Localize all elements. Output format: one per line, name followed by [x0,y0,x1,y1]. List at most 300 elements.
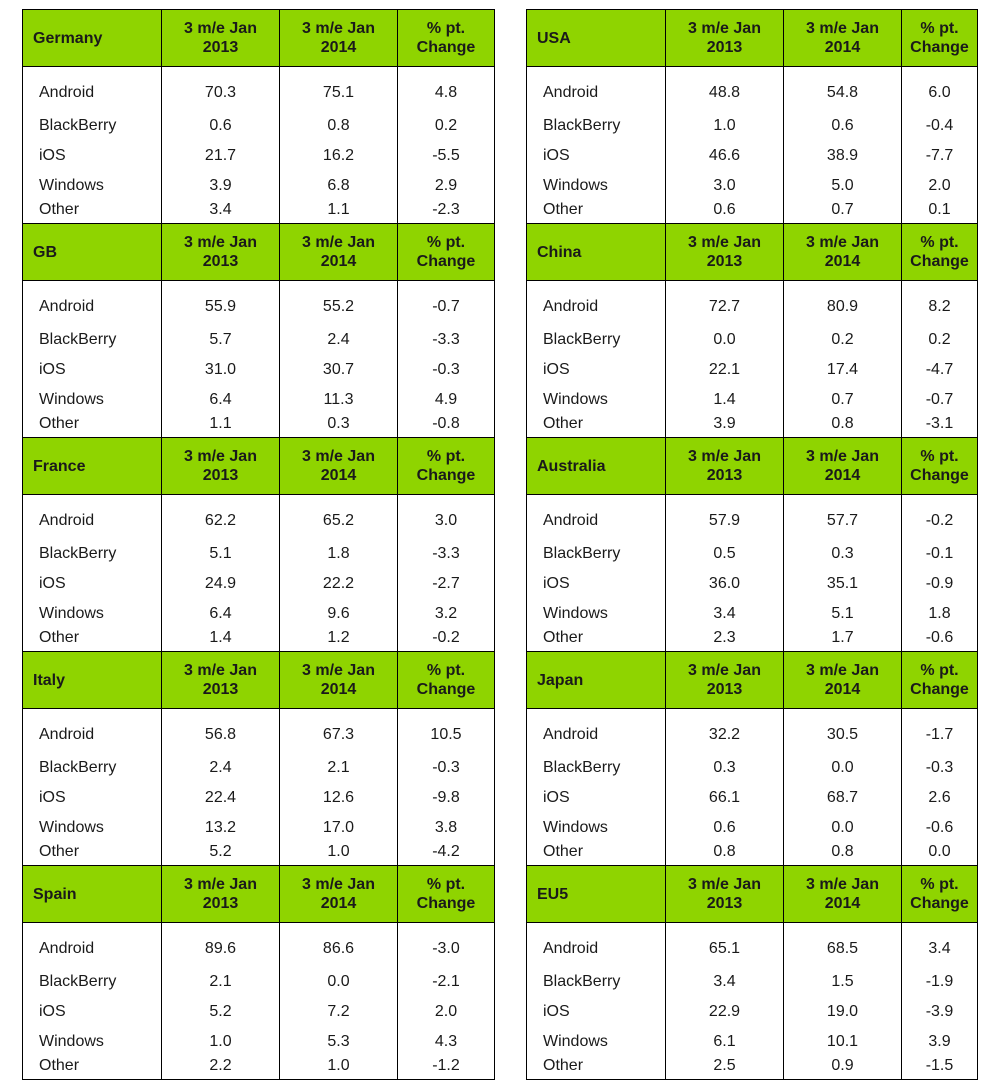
table-row [23,67,495,112]
column-header-line: Change [416,895,476,912]
column-header-line: 3 m/e Jan [688,876,761,893]
value-2013: 56.8 [162,709,280,754]
value-change: -5.5 [432,147,460,164]
platform-label: Windows [527,599,666,629]
column-header-change [902,652,978,709]
header-row-china [527,224,978,281]
platform-label: Other [527,843,666,866]
header-row-spain [23,866,495,923]
value-2013: 2.5 [666,1057,784,1080]
platform-label: Android [527,709,666,754]
table-row [527,753,978,783]
value-2014: 0.0 [784,753,902,783]
table-row [527,813,978,843]
value-change: 3.2 [434,605,458,622]
column-header-line: 2014 [824,681,861,698]
value-change: -0.2 [432,629,460,646]
value-2014: 0.9 [784,1057,902,1080]
table-row [527,281,978,326]
table-row [527,539,978,569]
value-change: 1.8 [928,605,951,622]
value-2013: 1.0 [162,1027,280,1057]
column-header-2014 [784,866,902,923]
value-2013: 89.6 [162,923,280,968]
platform-label: Windows [527,171,666,201]
value-change: -9.8 [432,789,460,806]
platform-label: iOS [23,997,162,1027]
column-header-2014 [784,438,902,495]
column-header-2014 [280,224,398,281]
table-row [527,923,978,968]
column-header-line: 3 m/e Jan [184,876,257,893]
region-name: EU5 [527,866,666,923]
column-header-change [398,10,495,67]
value-2013: 3.9 [666,415,784,438]
column-header-line: 2013 [202,681,239,698]
value-2013: 46.6 [666,141,784,171]
table-row [527,111,978,141]
table-row [527,385,978,415]
value-2014: 6.8 [280,171,398,201]
value-change: -3.3 [432,331,460,348]
value-2013: 2.2 [162,1057,280,1080]
value-2013: 5.7 [162,325,280,355]
column-header-change [902,438,978,495]
value-change: -0.6 [925,819,954,836]
value-2013: 32.2 [666,709,784,754]
value-2013: 62.2 [162,495,280,540]
column-header-change [902,224,978,281]
table-row [23,843,495,866]
value-2014: 1.1 [280,201,398,224]
platform-label: Windows [527,813,666,843]
value-2014: 55.2 [280,281,398,326]
value-2014: 0.0 [280,967,398,997]
region-name: Germany [23,10,162,67]
platform-label: Windows [23,385,162,415]
region-name: GB [23,224,162,281]
platform-label: Windows [23,599,162,629]
value-2014: 0.6 [784,111,902,141]
platform-label: Windows [23,813,162,843]
platform-label: Windows [23,171,162,201]
column-header-line: Change [416,39,476,56]
value-2014: 16.2 [280,141,398,171]
column-header-2014 [784,224,902,281]
column-header-line: Change [910,467,969,484]
value-change: -1.9 [925,973,954,990]
table-row [527,709,978,754]
platform-label: BlackBerry [527,967,666,997]
column-header-line: 3 m/e Jan [184,662,257,679]
value-2013: 21.7 [162,141,280,171]
column-header-line: Change [910,253,969,270]
column-header-line: 3 m/e Jan [184,448,257,465]
column-header-line: % pt. [426,234,466,251]
column-header-line: 2014 [320,467,357,484]
platform-label: Windows [527,1027,666,1057]
value-2013: 2.4 [162,753,280,783]
platform-label: BlackBerry [23,753,162,783]
value-2013: 1.4 [666,385,784,415]
column-header-2014 [280,866,398,923]
platform-label: Android [527,923,666,968]
table-row [527,843,978,866]
value-2014: 67.3 [280,709,398,754]
table-row [23,753,495,783]
value-2014: 86.6 [280,923,398,968]
value-2013: 48.8 [666,67,784,112]
value-2013: 1.4 [162,629,280,652]
value-change: -0.3 [432,759,460,776]
value-2014: 0.3 [280,415,398,438]
platform-label: BlackBerry [23,111,162,141]
value-2014: 57.7 [784,495,902,540]
value-change: 2.0 [434,1003,458,1020]
platform-label: iOS [527,141,666,171]
platform-label: Android [527,495,666,540]
table-row [527,201,978,224]
column-header-line: 3 m/e Jan [806,448,879,465]
value-2013: 22.9 [666,997,784,1027]
value-2013: 24.9 [162,569,280,599]
table-row [527,1027,978,1057]
column-header-line: 2014 [320,253,357,270]
region-name: China [527,224,666,281]
platform-label: iOS [527,997,666,1027]
platform-label: BlackBerry [527,539,666,569]
column-header-line: 3 m/e Jan [688,662,761,679]
region-name: Italy [23,652,162,709]
column-header-2014 [280,438,398,495]
column-header-line: 3 m/e Jan [302,448,375,465]
platform-label: Other [23,629,162,652]
header-row-usa [527,10,978,67]
platform-label: Other [527,201,666,224]
column-header-2013 [162,10,280,67]
value-2013: 3.4 [666,967,784,997]
column-header-2014 [280,652,398,709]
column-header-line: 2013 [706,39,743,56]
value-2014: 1.5 [784,967,902,997]
column-header-change [398,438,495,495]
column-header-line: 2013 [202,39,239,56]
value-2013: 3.9 [162,171,280,201]
value-2014: 1.0 [280,843,398,866]
column-header-change [398,652,495,709]
value-2013: 55.9 [162,281,280,326]
column-header-line: Change [416,681,476,698]
platform-label: iOS [527,569,666,599]
value-2013: 6.4 [162,385,280,415]
column-header-line: 3 m/e Jan [688,234,761,251]
value-2014: 30.5 [784,709,902,754]
value-2013: 0.6 [666,201,784,224]
column-header-line: 2014 [824,253,861,270]
column-header-line: 3 m/e Jan [806,662,879,679]
value-2014: 1.2 [280,629,398,652]
value-change: 2.9 [434,177,458,194]
value-change: 10.5 [430,726,462,743]
value-change: -3.0 [432,940,460,957]
column-header-2013 [666,438,784,495]
platform-label: Other [527,415,666,438]
column-header-change [398,866,495,923]
value-2014: 5.3 [280,1027,398,1057]
column-header-change [902,866,978,923]
column-header-2014 [784,652,902,709]
header-row-germany [23,10,495,67]
market-share-table-left [22,9,495,1080]
column-header-line: 3 m/e Jan [806,234,879,251]
value-change: 0.1 [928,201,951,218]
column-header-line: 3 m/e Jan [688,448,761,465]
column-header-line: 3 m/e Jan [302,876,375,893]
column-header-2013 [666,652,784,709]
value-2013: 6.1 [666,1027,784,1057]
value-change: -0.6 [925,629,954,646]
platform-label: Other [23,1057,162,1080]
column-header-line: 2013 [706,681,743,698]
table-row [23,599,495,629]
value-change: -0.1 [925,545,954,562]
table-row [23,171,495,201]
region-name: Spain [23,866,162,923]
value-2014: 19.0 [784,997,902,1027]
value-change: -0.3 [925,759,954,776]
column-header-line: % pt. [426,876,466,893]
region-name: France [23,438,162,495]
platform-label: iOS [527,355,666,385]
value-2014: 2.4 [280,325,398,355]
platform-label: Android [23,67,162,112]
column-header-line: 2013 [706,467,743,484]
value-2013: 0.5 [666,539,784,569]
table-row [23,813,495,843]
value-2014: 5.0 [784,171,902,201]
value-2014: 2.1 [280,753,398,783]
column-header-line: 3 m/e Jan [302,662,375,679]
header-row-japan [527,652,978,709]
column-header-line: % pt. [920,876,959,893]
value-2014: 0.7 [784,385,902,415]
table-row [23,281,495,326]
platform-label: BlackBerry [23,539,162,569]
column-header-line: % pt. [426,20,466,37]
value-change: 3.9 [928,1033,951,1050]
value-2013: 65.1 [666,923,784,968]
value-change: -0.2 [925,512,954,529]
value-2013: 70.3 [162,67,280,112]
column-header-2013 [162,866,280,923]
table-row [23,967,495,997]
value-2014: 17.0 [280,813,398,843]
header-row-australia [527,438,978,495]
value-2014: 1.7 [784,629,902,652]
value-change: -0.7 [432,298,460,315]
value-2013: 1.1 [162,415,280,438]
column-header-2013 [666,866,784,923]
region-name: Australia [527,438,666,495]
column-header-line: % pt. [920,448,959,465]
value-change: -1.7 [925,726,954,743]
table-row [23,111,495,141]
platform-label: Android [23,495,162,540]
value-change: 0.2 [928,331,951,348]
value-2014: 5.1 [784,599,902,629]
value-change: -3.9 [925,1003,954,1020]
value-2014: 12.6 [280,783,398,813]
table-row [23,783,495,813]
value-2014: 10.1 [784,1027,902,1057]
table-row [23,201,495,224]
header-row-france [23,438,495,495]
column-header-change [902,10,978,67]
platform-label: Other [527,629,666,652]
value-2013: 5.1 [162,539,280,569]
table-row [527,599,978,629]
value-change: -7.7 [925,147,954,164]
platform-label: iOS [527,783,666,813]
column-header-2014 [784,10,902,67]
value-change: -2.7 [432,575,460,592]
value-change: 4.3 [434,1033,458,1050]
value-2013: 3.0 [666,171,784,201]
platform-label: iOS [23,569,162,599]
value-2013: 0.6 [162,111,280,141]
column-header-line: 2013 [706,895,743,912]
value-change: 4.9 [434,391,458,408]
region-name: Japan [527,652,666,709]
column-header-2013 [162,224,280,281]
value-change: -0.7 [925,391,954,408]
column-header-change [398,224,495,281]
value-change: 2.0 [928,177,951,194]
column-header-line: 3 m/e Jan [302,20,375,37]
table-row [23,569,495,599]
value-change: -4.7 [925,361,954,378]
table-row [527,495,978,540]
table-row [23,355,495,385]
value-change: -0.8 [432,415,460,432]
value-change: -3.3 [432,545,460,562]
column-header-line: Change [910,39,969,56]
column-header-line: Change [416,253,476,270]
platform-label: Windows [23,1027,162,1057]
column-header-line: % pt. [426,448,466,465]
value-change: 4.8 [434,84,458,101]
platform-label: Windows [527,385,666,415]
value-2013: 2.3 [666,629,784,652]
table-row [527,415,978,438]
value-change: 0.2 [434,117,458,134]
value-change: -2.3 [432,201,460,218]
header-row-eu5 [527,866,978,923]
value-change: -2.1 [432,973,460,990]
column-header-2014 [280,10,398,67]
platform-label: Other [527,1057,666,1080]
table-row [23,1027,495,1057]
value-2013: 0.3 [666,753,784,783]
platform-label: BlackBerry [527,111,666,141]
value-change: 6.0 [928,84,951,101]
value-2013: 22.1 [666,355,784,385]
column-header-line: 2014 [824,895,861,912]
column-header-2013 [666,10,784,67]
value-change: 3.4 [928,940,951,957]
value-2013: 66.1 [666,783,784,813]
platform-label: Other [23,415,162,438]
value-change: 2.6 [928,789,951,806]
value-2013: 0.8 [666,843,784,866]
platform-label: Other [23,843,162,866]
column-header-line: 2013 [706,253,743,270]
value-2013: 2.1 [162,967,280,997]
column-header-line: Change [910,681,969,698]
platform-label: BlackBerry [527,325,666,355]
value-2014: 0.2 [784,325,902,355]
value-2014: 54.8 [784,67,902,112]
table-row [23,1057,495,1080]
value-2014: 0.8 [280,111,398,141]
platform-label: BlackBerry [23,325,162,355]
column-header-line: Change [416,467,476,484]
header-row-gb [23,224,495,281]
table-row [527,325,978,355]
column-header-line: % pt. [426,662,466,679]
column-header-line: 3 m/e Jan [184,20,257,37]
column-header-line: 2014 [320,895,357,912]
value-2014: 9.6 [280,599,398,629]
column-header-2013 [666,224,784,281]
platform-label: BlackBerry [23,967,162,997]
value-2014: 75.1 [280,67,398,112]
platform-label: Android [23,709,162,754]
table-row [527,355,978,385]
column-header-line: 3 m/e Jan [302,234,375,251]
table-row [23,997,495,1027]
value-2013: 5.2 [162,997,280,1027]
value-2013: 3.4 [162,201,280,224]
column-header-line: 3 m/e Jan [688,20,761,37]
table-row [23,629,495,652]
value-change: -0.9 [925,575,954,592]
value-change: -1.5 [925,1057,954,1074]
table-row [23,325,495,355]
platform-label: Android [527,281,666,326]
column-header-line: 2014 [320,39,357,56]
column-header-line: 3 m/e Jan [806,876,879,893]
value-2014: 35.1 [784,569,902,599]
table-row [527,569,978,599]
value-change: 0.0 [928,843,951,860]
value-2013: 6.4 [162,599,280,629]
value-change: -0.3 [432,361,460,378]
value-2014: 68.5 [784,923,902,968]
value-change: 8.2 [928,298,951,315]
platform-label: BlackBerry [527,753,666,783]
value-2013: 36.0 [666,569,784,599]
column-header-line: % pt. [920,662,959,679]
value-2013: 31.0 [162,355,280,385]
value-2013: 0.6 [666,813,784,843]
value-2013: 57.9 [666,495,784,540]
table-row [23,495,495,540]
table-row [23,141,495,171]
value-change: -0.4 [925,117,954,134]
column-header-line: 2014 [320,681,357,698]
table-row [23,385,495,415]
